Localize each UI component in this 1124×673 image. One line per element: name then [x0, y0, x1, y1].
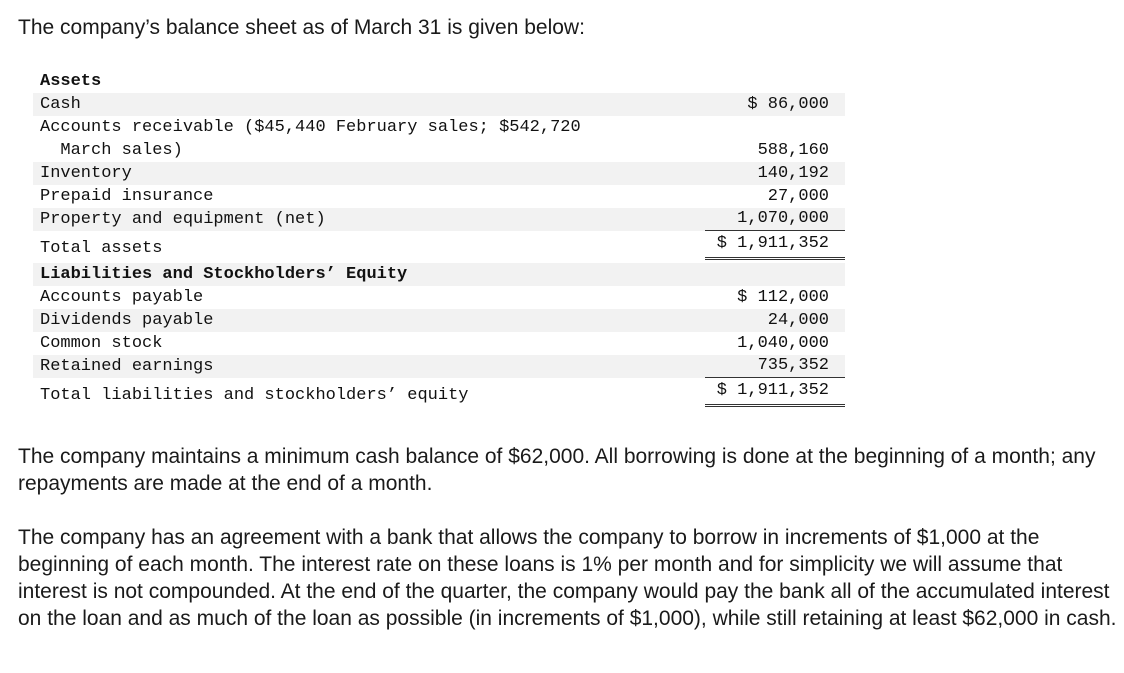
retained-earnings-row — [33, 355, 845, 378]
accounts-receivable-row — [33, 116, 845, 162]
total-liabilities-value: $ 1,911,352 — [705, 378, 845, 407]
cash-value: $ 86,000 — [747, 95, 829, 114]
dividends-payable-row — [33, 309, 845, 332]
liabilities-heading: Liabilities and Stockholders’ Equity — [40, 265, 408, 284]
assets-heading: Assets — [40, 72, 102, 91]
total-liabilities-label: Total liabilities and stockholders’ equity — [40, 386, 469, 405]
liabilities-heading-row — [33, 263, 845, 286]
property-equipment-value: 1,070,000 — [705, 207, 845, 231]
prepaid-insurance-row — [33, 185, 845, 208]
minimum-cash-paragraph: The company maintains a minimum cash balance of $62,000. All borrowing is done at the beginning of a month; any repayments are made at the end of a month. — [18, 445, 1096, 495]
dividends-payable-label: Dividends payable — [40, 311, 214, 330]
inventory-label: Inventory — [40, 164, 132, 183]
ar-label-line1: Accounts receivable ($45,440 February sales; $542,720 — [40, 118, 581, 137]
retained-earnings-value: 735,352 — [705, 354, 845, 378]
prepaid-insurance-value: 27,000 — [767, 187, 829, 206]
total-assets-value: $ 1,911,352 — [705, 231, 845, 260]
balance-sheet — [33, 70, 845, 407]
assets-heading-row — [33, 70, 845, 93]
retained-earnings-label: Retained earnings — [40, 357, 214, 376]
common-stock-row — [33, 332, 845, 355]
property-equipment-row — [33, 208, 845, 231]
accounts-receivable-value: 588,160 — [757, 141, 829, 160]
cash-label: Cash — [40, 95, 81, 114]
total-assets-label: Total assets — [40, 239, 163, 258]
dividends-payable-value: 24,000 — [767, 311, 829, 330]
common-stock-label: Common stock — [40, 334, 163, 353]
accounts-receivable-label — [40, 116, 581, 162]
accounts-payable-row — [33, 286, 845, 309]
inventory-value: 140,192 — [757, 164, 829, 183]
prepaid-insurance-label: Prepaid insurance — [40, 187, 214, 206]
bank-agreement-paragraph: The company has an agreement with a bank that allows the company to borrow in increments of $1,000 at the beginning of each month. The interest rate on these loans is 1% per month and for simplicity we will assume that interest is not compounded. At the end of the quarter, the company would pay the bank all of the accumulated interest on the loan and as much of the loan as possible (in increments of $1,000), while still retaining at least $62,000 in cash. — [18, 526, 1117, 630]
common-stock-value: 1,040,000 — [737, 334, 829, 353]
accounts-payable-label: Accounts payable — [40, 288, 204, 307]
accounts-payable-value: $ 112,000 — [737, 288, 829, 307]
inventory-row — [33, 162, 845, 185]
cash-row — [33, 93, 845, 116]
intro-text: The company’s balance sheet as of March 31 is given below: — [18, 16, 585, 39]
ar-label-line2: March sales) — [40, 141, 183, 160]
property-equipment-label: Property and equipment (net) — [40, 210, 326, 229]
total-assets-row — [33, 234, 845, 260]
total-liabilities-row — [33, 381, 845, 407]
